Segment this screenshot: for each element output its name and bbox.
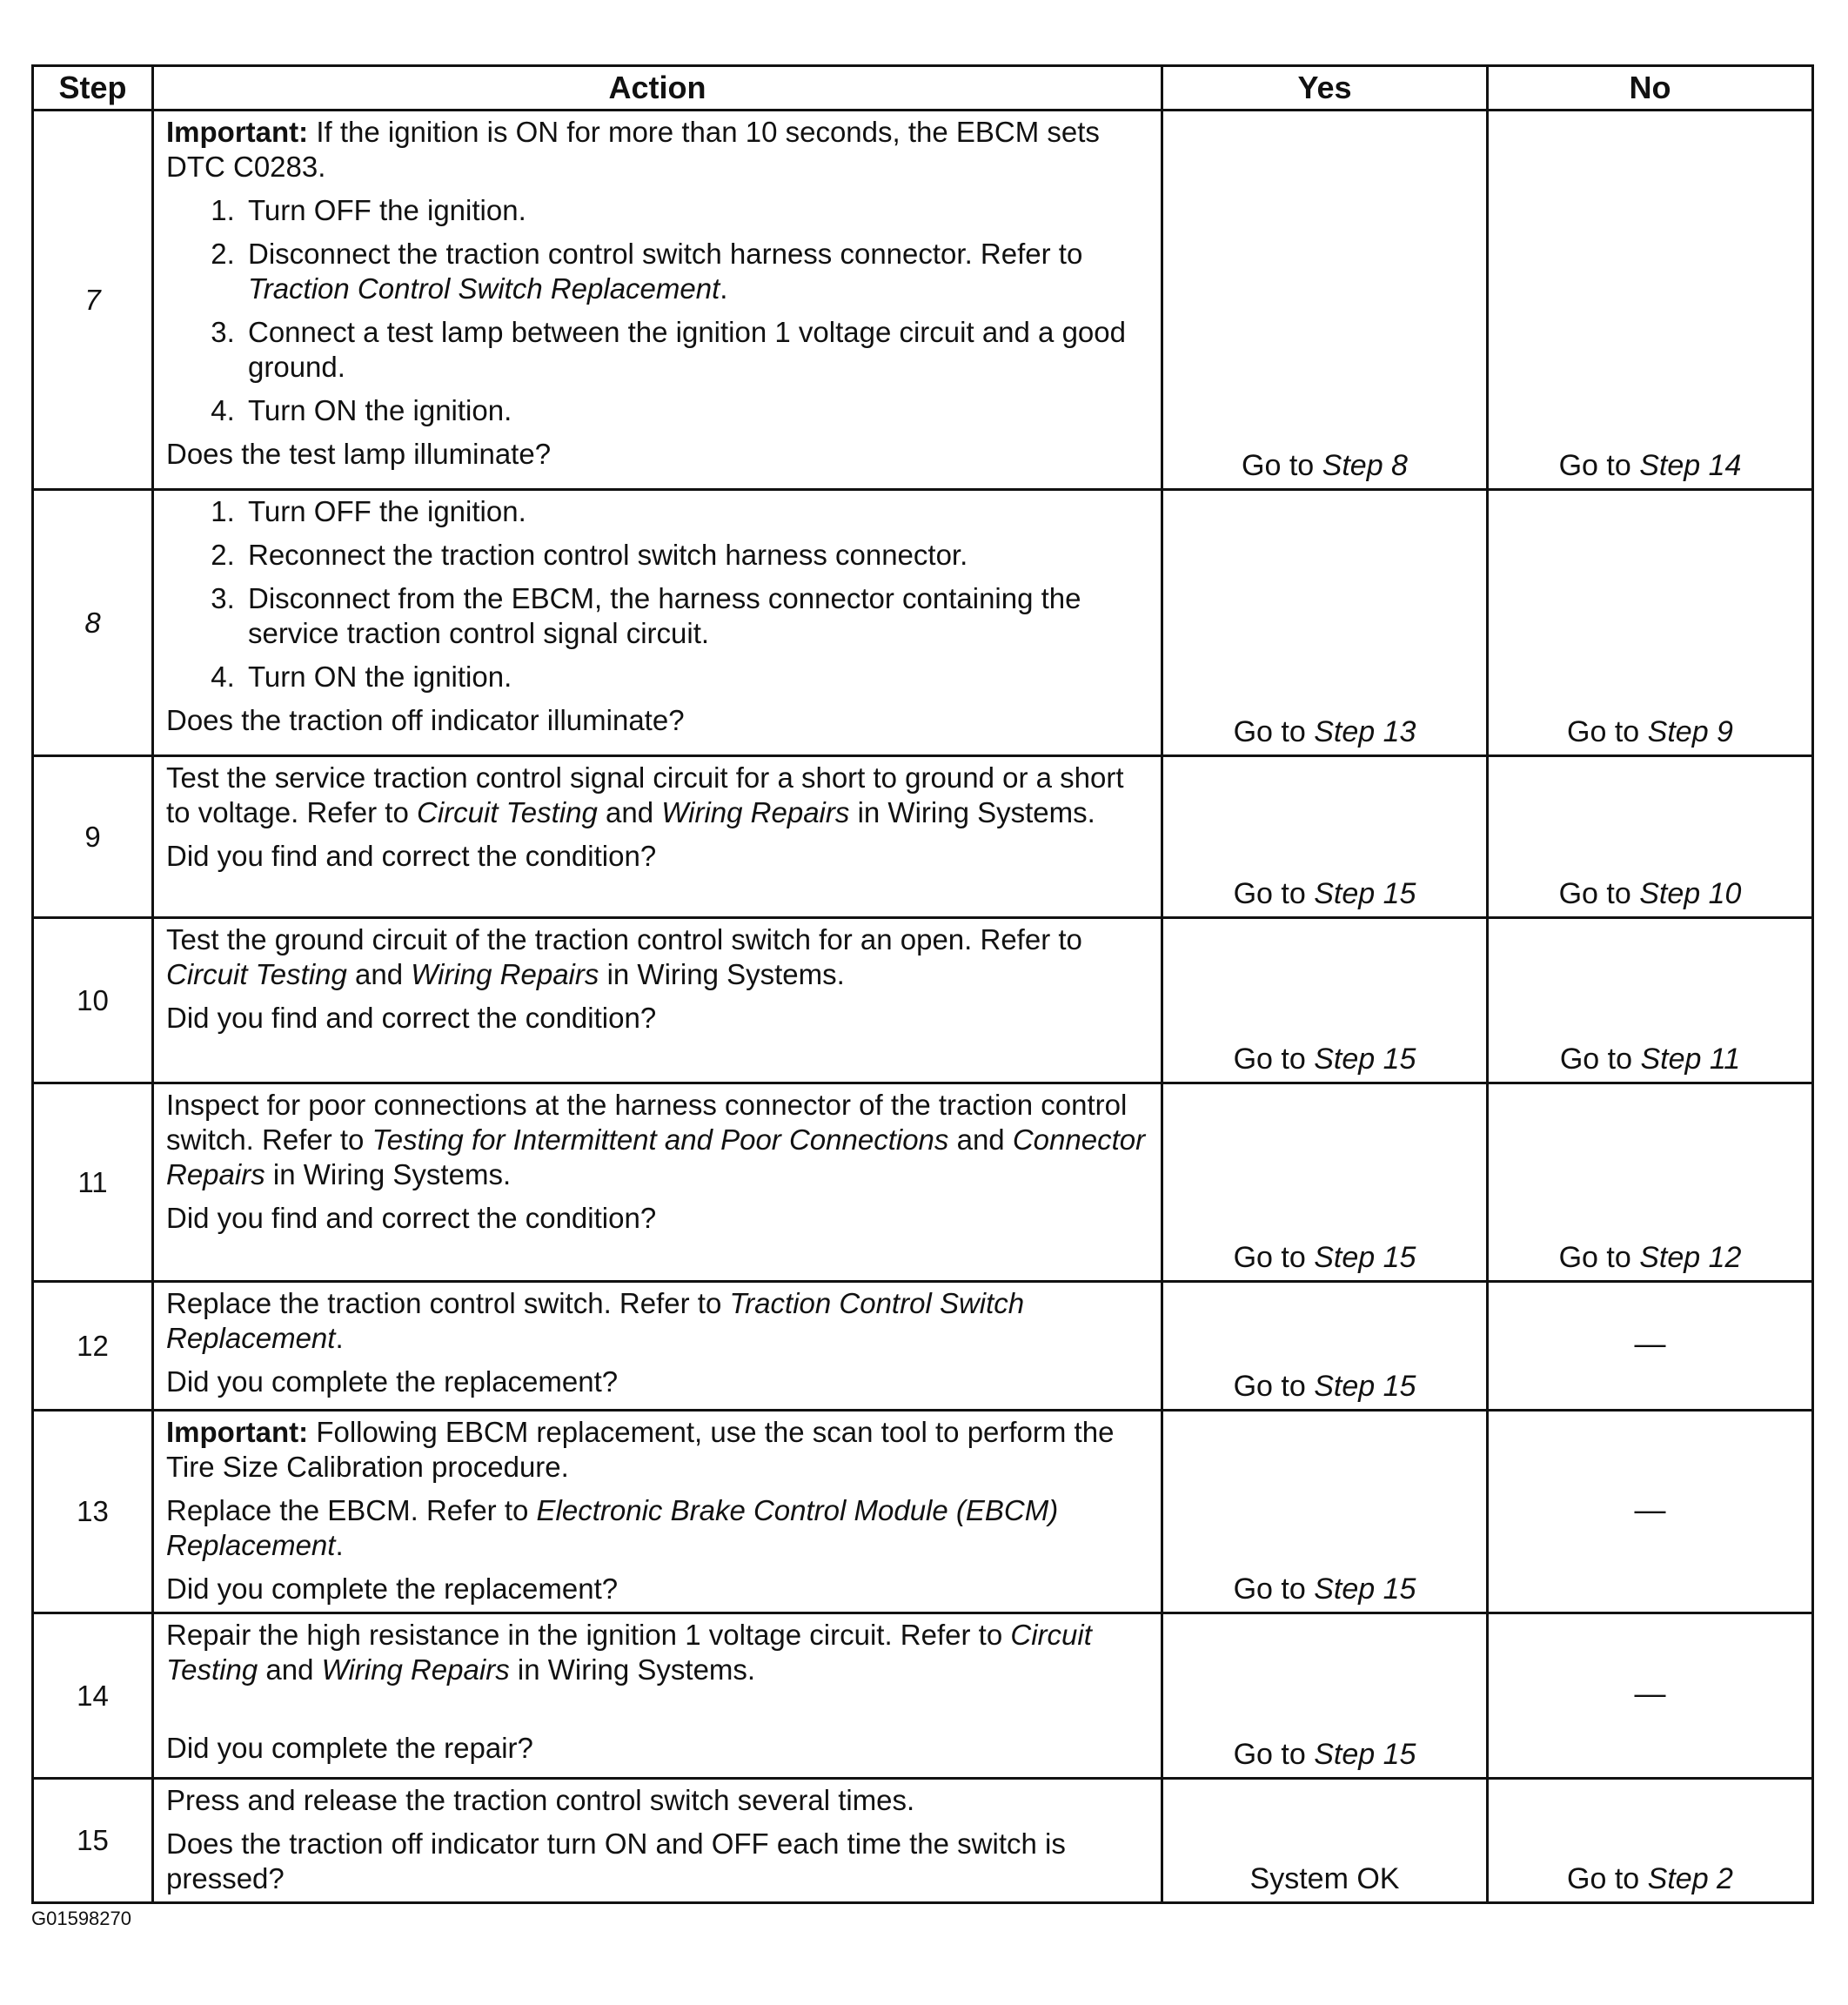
reference-link[interactable]: Circuit Testing [166,958,347,990]
step-row-10 [33,918,1813,1083]
yes-cell: System OK [1162,1779,1488,1903]
step-number: 11 [33,1083,153,1282]
action-text [166,761,1150,830]
action-cell [153,756,1162,918]
important-text: If the ignition is ON for more than 10 seconds, the EBCM sets DTC C0283. [166,116,1100,183]
action-text: Press and release the traction control switch several times. [166,1784,915,1816]
reference-link[interactable]: Wiring Repairs [321,1653,510,1686]
go-to-label: Go to [1233,1572,1306,1606]
header-yes: Yes [1162,66,1488,111]
action-text-part: Replace the EBCM. Refer to [166,1494,529,1526]
action-cell [153,1613,1162,1779]
conjunction: and [956,1123,1005,1156]
step-row-9 [33,756,1813,918]
action-item: 2. Disconnect the traction control switch harness connector. Refer to Traction Control Switch Replacement. [243,237,1150,306]
yes-step-link[interactable]: Step 15 [1314,1370,1416,1403]
no-step-link[interactable]: Step 9 [1647,715,1733,748]
action-text-part: Inspect for poor connections at the harness connector of the traction control switch. Refer to [166,1089,1128,1156]
question: Did you find and correct the condition? [166,1202,657,1234]
header-row [33,66,1813,111]
yes-step-link[interactable]: Step 15 [1314,1241,1416,1274]
reference-link[interactable]: Wiring Repairs [411,958,599,990]
action-text-part: in Wiring Systems. [857,796,1095,828]
action-item: 4. Turn ON the ignition. [243,393,1150,428]
action-cell [153,111,1162,490]
action-item: 1. Turn OFF the ignition. [243,494,1150,529]
action-text-part: Test the ground circuit of the traction control switch for an open. Refer to [166,923,1082,956]
step-row-13 [33,1411,1813,1613]
yes-step-link[interactable]: Step 13 [1314,715,1416,748]
yes-cell [1162,756,1488,918]
question: Did you complete the replacement? [166,1572,619,1605]
question: Does the traction off indicator turn ON and OFF each time the switch is pressed? [166,1827,1066,1894]
question: Does the traction off indicator illuminate? [166,704,685,736]
action-text-part: in Wiring Systems. [517,1653,756,1686]
question: Does the test lamp illuminate? [166,438,552,470]
action-text-part: in Wiring Systems. [606,958,845,990]
go-to-label: Go to [1233,1738,1306,1771]
reference-link[interactable]: Connector Repairs [166,1123,1146,1190]
action-text [166,922,1150,992]
step-number: 7 [33,111,153,490]
action-cell [153,1411,1162,1613]
reference-link[interactable]: Wiring Repairs [661,796,850,828]
no-cell [1488,490,1813,756]
header-step: Step [33,66,153,111]
action-text: Disconnect the traction control switch harness connector. Refer to [248,238,1083,270]
action-cell [153,1282,1162,1411]
step-row-8 [33,490,1813,756]
go-to-label: Go to [1242,449,1315,482]
yes-cell [1162,918,1488,1083]
step-row-7 [33,111,1813,490]
action-text-part: Replace the traction control switch. Refer to [166,1287,722,1319]
important-note [166,1415,1150,1485]
action-item: 3. Disconnect from the EBCM, the harness connector containing the service traction control signal circuit. [243,581,1150,651]
action-text: Replace the EBCM. Refer to Electronic Brake Control Module (EBCM) Replacement. [166,1494,1059,1561]
step-row-12 [33,1282,1813,1411]
reference-link[interactable]: Traction Control Switch Replacement [248,272,720,305]
action-cell [153,1779,1162,1903]
diagnostic-table [31,64,1814,1904]
go-to-label: Go to [1567,1862,1640,1895]
conjunction: and [265,1653,314,1686]
yes-step-link[interactable]: Step 15 [1314,1738,1416,1771]
yes-cell [1162,1083,1488,1282]
no-step-link[interactable]: Step 2 [1647,1862,1733,1895]
action-cell [153,490,1162,756]
no-cell-dash: — [1488,1613,1813,1779]
yes-cell [1162,1411,1488,1613]
conjunction: and [355,958,404,990]
go-to-label: Go to [1233,877,1306,910]
header-no: No [1488,66,1813,111]
reference-link[interactable]: Circuit Testing [417,796,598,828]
reference-link[interactable]: Traction Control Switch Replacement [166,1287,1025,1354]
step-row-11 [33,1083,1813,1282]
action-text [166,1088,1150,1192]
action-text: Replace the traction control switch. Refer to Traction Control Switch Replacement. [166,1287,1025,1354]
no-step-link[interactable]: Step 10 [1639,877,1742,910]
yes-cell [1162,1282,1488,1411]
action-cell [153,1083,1162,1282]
no-cell-dash: — [1488,1282,1813,1411]
important-label: Important: [166,116,309,148]
no-cell [1488,756,1813,918]
no-step-link[interactable]: Step 11 [1640,1043,1741,1076]
go-to-label: Go to [1567,715,1640,748]
yes-step-link[interactable]: Step 8 [1322,449,1408,482]
step-number: 15 [33,1779,153,1903]
step-number: 8 [33,490,153,756]
question: Did you find and correct the condition? [166,1002,657,1034]
conjunction: and [606,796,654,828]
step-number: 9 [33,756,153,918]
action-item: 4. Turn ON the ignition. [243,660,1150,694]
step-number: 10 [33,918,153,1083]
step-number: 13 [33,1411,153,1613]
no-cell [1488,111,1813,490]
reference-link[interactable]: Testing for Intermittent and Poor Connections [372,1123,949,1156]
no-cell [1488,918,1813,1083]
action-item: 2. Reconnect the traction control switch harness connector. [243,538,1150,573]
go-to-label: Go to [1233,1370,1306,1403]
question: Did you complete the replacement? [166,1365,619,1398]
action-text-part: Test the service traction control signal circuit for a short to ground or a short to voltage. Refer to [166,761,1124,828]
yes-step-link[interactable]: Step 15 [1314,1572,1416,1606]
yes-step-link[interactable]: Step 15 [1314,877,1416,910]
yes-cell [1162,1613,1488,1779]
go-to-label: Go to [1233,715,1306,748]
step-number: 14 [33,1613,153,1779]
important-label: Important: [166,1416,309,1448]
important-text: Following EBCM replacement, use the scan tool to perform the Tire Size Calibration procedure. [166,1416,1115,1483]
go-to-label: Go to [1558,1241,1631,1274]
no-cell [1488,1779,1813,1903]
question: Did you find and correct the condition? [166,840,657,872]
action-item: 3. Connect a test lamp between the ignition 1 voltage circuit and a good ground. [243,315,1150,385]
step-row-14 [33,1613,1813,1779]
step-number: 12 [33,1282,153,1411]
reference-link[interactable]: Circuit Testing [166,1619,1092,1686]
no-step-link[interactable]: Step 14 [1639,449,1742,482]
no-cell-dash: — [1488,1411,1813,1613]
action-item: 1. Turn OFF the ignition. [243,193,1150,228]
go-to-label: Go to [1233,1043,1306,1076]
yes-cell [1162,111,1488,490]
action-list [166,494,1150,694]
no-step-link[interactable]: Step 12 [1639,1241,1742,1274]
go-to-label: Go to [1559,1043,1633,1076]
go-to-label: Go to [1558,877,1631,910]
action-text-part: Repair the high resistance in the ignition 1 voltage circuit. Refer to [166,1619,1003,1651]
step-row-15 [33,1779,1813,1903]
yes-step-link[interactable]: Step 15 [1314,1043,1416,1076]
action-cell [153,918,1162,1083]
go-to-label: Go to [1558,449,1631,482]
go-to-label: Go to [1233,1241,1306,1274]
no-cell [1488,1083,1813,1282]
yes-cell [1162,490,1488,756]
question: Did you complete the repair? [166,1732,533,1764]
action-list [166,193,1150,428]
header-action: Action [153,66,1162,111]
reference-link[interactable]: Electronic Brake Control Module (EBCM) Replacement [166,1494,1059,1561]
action-text [166,1618,1150,1687]
important-note [166,115,1150,184]
figure-id: G01598270 [31,1908,131,1929]
action-text-part: in Wiring Systems. [272,1158,512,1190]
